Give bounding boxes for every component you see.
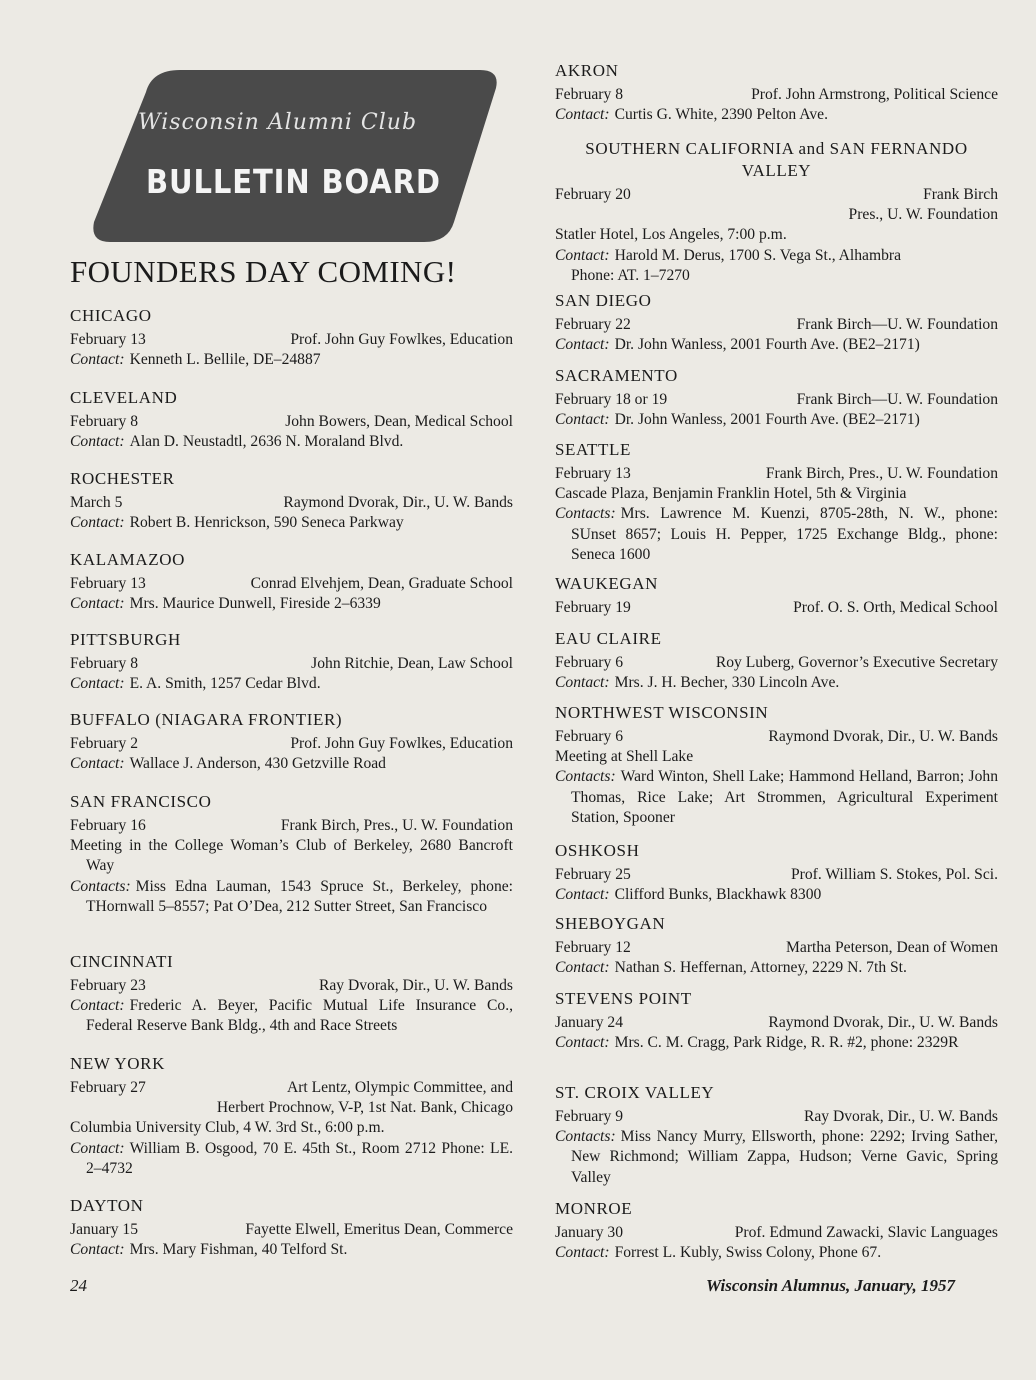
contact-label: Contact: bbox=[70, 755, 125, 773]
event-sacramento bbox=[555, 365, 998, 430]
city-name: ST. CROIX VALLEY bbox=[555, 1083, 715, 1102]
event-speaker-continued: Pres., U. W. Foundation bbox=[848, 206, 998, 224]
event-date: February 22 bbox=[555, 316, 631, 333]
event-contact bbox=[70, 996, 513, 1036]
event-speaker: Art Lentz, Olympic Committee, and bbox=[286, 1079, 513, 1096]
city-name: CLEVELAND bbox=[70, 388, 178, 407]
event-date: February 8 bbox=[70, 413, 138, 430]
contact-label: Contact: bbox=[555, 1244, 610, 1262]
headline: FOUNDERS DAY COMING! bbox=[70, 254, 457, 289]
event-rochester bbox=[70, 468, 513, 533]
event-speaker: Prof. John Guy Fowlkes, Education bbox=[290, 735, 513, 752]
event-date-row bbox=[555, 653, 998, 673]
event-contact bbox=[555, 1127, 998, 1188]
contact-text: Curtis G. White, 2390 Pelton Ave. bbox=[614, 106, 828, 124]
masthead-title: BULLETIN BOARD bbox=[146, 162, 441, 201]
contact-label: Contact: bbox=[555, 886, 610, 904]
event-date: February 18 or 19 bbox=[555, 391, 668, 408]
event-date-row bbox=[555, 598, 998, 618]
event-date-row bbox=[70, 574, 513, 594]
event-st-croix-valley bbox=[555, 1082, 998, 1188]
event-date: January 30 bbox=[555, 1224, 623, 1241]
contact-text: Mrs. C. M. Cragg, Park Ridge, R. R. #2, phone: 2329R bbox=[614, 1034, 959, 1052]
contact-label: Contact: bbox=[70, 351, 125, 369]
event-phone: Phone: AT. 1–7270 bbox=[571, 266, 690, 284]
event-speaker: Raymond Dvorak, Dir., U. W. Bands bbox=[768, 728, 998, 745]
event-date-row bbox=[555, 865, 998, 885]
contact-text: Mrs. Lawrence M. Kuenzi, 8705-28th, N. W., phone: SUnset 8657; Louis H. Pepper, 1725 Exchange Bldg., phone: Seneca 1600 bbox=[571, 505, 998, 563]
contact-text: E. A. Smith, 1257 Cedar Blvd. bbox=[129, 675, 321, 693]
event-northwest-wisconsin bbox=[555, 702, 998, 828]
event-date: February 8 bbox=[70, 655, 138, 672]
event-san-francisco bbox=[70, 791, 513, 917]
city-name: OSHKOSH bbox=[555, 841, 640, 860]
city-name: EAU CLAIRE bbox=[555, 629, 662, 648]
event-contact bbox=[555, 1033, 998, 1053]
event-date: February 6 bbox=[555, 728, 623, 745]
event-contact bbox=[555, 410, 998, 430]
event-contact bbox=[555, 673, 998, 693]
event-contact bbox=[555, 958, 998, 978]
contact-label: Contacts: bbox=[555, 768, 616, 786]
city-name: SOUTHERN CALIFORNIA and SAN FERNANDO VALLEY bbox=[585, 139, 968, 180]
event-speaker: Ray Dvorak, Dir., U. W. Bands bbox=[318, 977, 513, 994]
event-contact bbox=[555, 105, 998, 125]
event-date: February 13 bbox=[70, 331, 146, 348]
event-contact bbox=[70, 674, 513, 694]
contact-label: Contact: bbox=[70, 1139, 125, 1157]
city-name: ROCHESTER bbox=[70, 469, 175, 488]
city-name: DAYTON bbox=[70, 1196, 144, 1215]
event-date-row bbox=[555, 315, 998, 335]
city-name: KALAMAZOO bbox=[70, 550, 185, 569]
event-contact bbox=[555, 885, 998, 905]
event-cincinnati bbox=[70, 951, 513, 1037]
event-speaker: Fayette Elwell, Emeritus Dean, Commerce bbox=[245, 1221, 513, 1238]
contact-label: Contact: bbox=[555, 411, 610, 429]
contact-text: Forrest L. Kubly, Swiss Colony, Phone 67. bbox=[614, 1244, 882, 1262]
contact-text: Miss Edna Lauman, 1543 Spruce St., Berkeley, phone: THornwall 5–8557; Pat O’Dea, 212 Sutter Street, San Francisco bbox=[86, 877, 513, 915]
contact-text: Harold M. Derus, 1700 S. Vega St., Alhambra bbox=[614, 246, 902, 264]
event-new-york bbox=[70, 1053, 513, 1179]
event-contact bbox=[70, 877, 513, 917]
event-contact bbox=[555, 246, 998, 266]
event-speaker: Frank Birch—U. W. Foundation bbox=[796, 316, 998, 333]
event-speaker: Frank Birch, Pres., U. W. Foundation bbox=[280, 817, 513, 834]
event-date: February 8 bbox=[555, 86, 623, 103]
contact-text: Dr. John Wanless, 2001 Fourth Ave. (BE2–2171) bbox=[614, 336, 920, 354]
city-name: CINCINNATI bbox=[70, 952, 174, 971]
event-contact bbox=[70, 350, 513, 370]
event-date-row bbox=[555, 464, 998, 484]
contact-text: Alan D. Neustadtl, 2636 N. Moraland Blvd. bbox=[129, 433, 404, 451]
event-san-diego bbox=[555, 290, 998, 355]
contact-text: Robert B. Henrickson, 590 Seneca Parkway bbox=[129, 514, 404, 532]
event-date-row bbox=[555, 390, 998, 410]
event-seattle bbox=[555, 439, 998, 565]
event-speaker: Prof. O. S. Orth, Medical School bbox=[793, 599, 998, 616]
event-contact bbox=[70, 513, 513, 533]
contact-label: Contacts: bbox=[70, 877, 131, 895]
contact-label: Contact: bbox=[555, 106, 610, 124]
contact-text: Frederic A. Beyer, Pacific Mutual Life Insurance Co., Federal Reserve Bank Bldg., 4th and Race Streets bbox=[86, 997, 513, 1035]
publication-footer: Wisconsin Alumnus, January, 1957 bbox=[706, 1276, 955, 1295]
contact-label: Contact: bbox=[70, 675, 125, 693]
event-contact bbox=[70, 754, 513, 774]
contact-label: Contact: bbox=[70, 1241, 125, 1259]
event-speaker: Prof. Edmund Zawacki, Slavic Languages bbox=[734, 1224, 998, 1241]
contact-label: Contact: bbox=[70, 595, 125, 613]
page-number: 24 bbox=[70, 1276, 87, 1295]
contact-text: Mrs. J. H. Becher, 330 Lincoln Ave. bbox=[614, 674, 840, 692]
contact-label: Contact: bbox=[555, 674, 610, 692]
event-date: February 6 bbox=[555, 654, 623, 671]
event-speaker: John Bowers, Dean, Medical School bbox=[285, 413, 513, 430]
event-date-row bbox=[70, 1220, 513, 1240]
event-speaker: Frank Birch bbox=[923, 186, 998, 203]
event-date-row bbox=[70, 654, 513, 674]
contact-label: Contact: bbox=[555, 959, 610, 977]
contact-text: Nathan S. Heffernan, Attorney, 2229 N. 7th St. bbox=[614, 959, 907, 977]
contact-text: Mrs. Maurice Dunwell, Fireside 2–6339 bbox=[129, 595, 381, 613]
contact-text: Wallace J. Anderson, 430 Getzville Road bbox=[129, 755, 386, 773]
event-date: February 27 bbox=[70, 1079, 146, 1096]
city-name: NORTHWEST WISCONSIN bbox=[555, 703, 769, 722]
event-speaker: Roy Luberg, Governor’s Executive Secretary bbox=[715, 654, 998, 671]
event-speaker: John Ritchie, Dean, Law School bbox=[311, 655, 513, 672]
event-date-row bbox=[70, 493, 513, 513]
event-speaker: Raymond Dvorak, Dir., U. W. Bands bbox=[283, 494, 513, 511]
contact-text: Miss Nancy Murry, Ellsworth, phone: 2292; Irving Sather, New Richmond; William Zappa, Hudson; Verne Gavic, Spring Valley bbox=[571, 1128, 998, 1186]
event-akron bbox=[555, 60, 998, 125]
event-contact bbox=[70, 432, 513, 452]
event-date: February 12 bbox=[555, 939, 631, 956]
event-speaker: Martha Peterson, Dean of Women bbox=[786, 939, 998, 956]
event-buffalo bbox=[70, 709, 513, 774]
event-note: Meeting in the College Woman’s Club of Berkeley, 2680 Bancroft Way bbox=[70, 837, 513, 875]
contact-text: Ward Winton, Shell Lake; Hammond Helland, Barron; John Thomas, Rice Lake; Art Strommen, Agricultural Experiment Station, Spooner bbox=[571, 768, 998, 826]
contact-label: Contact: bbox=[70, 997, 125, 1015]
event-date: February 2 bbox=[70, 735, 138, 752]
event-note: Cascade Plaza, Benjamin Franklin Hotel, 5th & Virginia bbox=[555, 485, 907, 503]
event-date-row bbox=[555, 938, 998, 958]
event-southern-california bbox=[555, 138, 998, 286]
contact-text: William B. Osgood, 70 E. 45th St., Room 2712 Phone: LE. 2–4732 bbox=[86, 1139, 513, 1177]
event-date: February 23 bbox=[70, 977, 146, 994]
city-name: PITTSBURGH bbox=[70, 630, 181, 649]
event-monroe bbox=[555, 1198, 998, 1263]
event-date: January 24 bbox=[555, 1014, 623, 1031]
contact-label: Contact: bbox=[555, 336, 610, 354]
city-name: SHEBOYGAN bbox=[555, 914, 666, 933]
event-note: Meeting at Shell Lake bbox=[555, 748, 694, 766]
event-speaker: Frank Birch, Pres., U. W. Foundation bbox=[765, 465, 998, 482]
event-sheboygan bbox=[555, 913, 998, 978]
contact-label: Contact: bbox=[70, 514, 125, 532]
event-speaker: Prof. William S. Stokes, Pol. Sci. bbox=[790, 866, 998, 883]
event-waukegan bbox=[555, 573, 998, 618]
city-name: CHICAGO bbox=[70, 306, 152, 325]
event-cleveland bbox=[70, 387, 513, 452]
event-contact bbox=[70, 1240, 513, 1260]
event-date: February 13 bbox=[555, 465, 631, 482]
event-date-row bbox=[555, 85, 998, 105]
event-date: February 25 bbox=[555, 866, 631, 883]
event-date-row bbox=[555, 727, 998, 747]
contact-label: Contacts: bbox=[555, 505, 616, 523]
contact-label: Contact: bbox=[70, 433, 125, 451]
event-speaker: Ray Dvorak, Dir., U. W. Bands bbox=[803, 1108, 998, 1125]
contact-text: Mrs. Mary Fishman, 40 Telford St. bbox=[129, 1241, 348, 1259]
event-oshkosh bbox=[555, 840, 998, 905]
event-note: Columbia University Club, 4 W. 3rd St., 6:00 p.m. bbox=[70, 1119, 385, 1137]
city-name: AKRON bbox=[555, 61, 619, 80]
event-date-row bbox=[555, 1013, 998, 1033]
event-date-row bbox=[70, 330, 513, 350]
event-date: February 13 bbox=[70, 575, 146, 592]
event-date: January 15 bbox=[70, 1221, 138, 1238]
event-kalamazoo bbox=[70, 549, 513, 614]
event-date: February 16 bbox=[70, 817, 146, 834]
event-date-row bbox=[70, 976, 513, 996]
event-speaker: Prof. John Armstrong, Political Science bbox=[751, 86, 998, 103]
event-speaker: Prof. John Guy Fowlkes, Education bbox=[290, 331, 513, 348]
city-name: WAUKEGAN bbox=[555, 574, 659, 593]
event-note: Statler Hotel, Los Angeles, 7:00 p.m. bbox=[555, 226, 787, 244]
event-date: March 5 bbox=[70, 494, 123, 511]
city-name: NEW YORK bbox=[70, 1054, 165, 1073]
city-name: BUFFALO (NIAGARA FRONTIER) bbox=[70, 710, 343, 729]
masthead-banner-shape bbox=[88, 62, 500, 244]
event-date: February 9 bbox=[555, 1108, 623, 1125]
event-speaker: Frank Birch—U. W. Foundation bbox=[796, 391, 998, 408]
event-date: February 19 bbox=[555, 599, 631, 616]
masthead-script-title: Wisconsin Alumni Club bbox=[138, 110, 418, 135]
event-date-row bbox=[555, 185, 998, 205]
city-name: MONROE bbox=[555, 1199, 633, 1218]
event-dayton bbox=[70, 1195, 513, 1260]
contact-text: Kenneth L. Bellile, DE–24887 bbox=[129, 351, 321, 369]
event-eau-claire bbox=[555, 628, 998, 693]
event-contact bbox=[70, 1139, 513, 1179]
event-contact bbox=[70, 594, 513, 614]
city-name: SAN DIEGO bbox=[555, 291, 652, 310]
event-speaker: Conrad Elvehjem, Dean, Graduate School bbox=[250, 575, 513, 592]
event-date: February 20 bbox=[555, 186, 631, 203]
event-date-row bbox=[555, 1223, 998, 1243]
event-date-row bbox=[555, 1107, 998, 1127]
event-date-row bbox=[70, 412, 513, 432]
contact-text: Dr. John Wanless, 2001 Fourth Ave. (BE2–2171) bbox=[614, 411, 920, 429]
city-name: SEATTLE bbox=[555, 440, 631, 459]
contact-text: Clifford Bunks, Blackhawk 8300 bbox=[614, 886, 822, 904]
event-contact bbox=[555, 335, 998, 355]
event-contact bbox=[555, 1243, 998, 1263]
city-name: SACRAMENTO bbox=[555, 366, 678, 385]
event-chicago bbox=[70, 305, 513, 370]
contact-label: Contact: bbox=[555, 1034, 610, 1052]
event-pittsburgh bbox=[70, 629, 513, 694]
event-contact bbox=[555, 504, 998, 565]
event-stevens-point bbox=[555, 988, 998, 1053]
event-speaker-continued: Herbert Prochnow, V-P, 1st Nat. Bank, Chicago bbox=[216, 1099, 513, 1117]
contact-label: Contact: bbox=[555, 246, 610, 264]
event-date-row bbox=[70, 816, 513, 836]
event-date-row bbox=[70, 734, 513, 754]
city-name: SAN FRANCISCO bbox=[70, 792, 212, 811]
event-date-row bbox=[70, 1078, 513, 1098]
masthead-banner bbox=[88, 62, 500, 244]
event-contact bbox=[555, 767, 998, 828]
city-name: STEVENS POINT bbox=[555, 989, 692, 1008]
event-speaker: Raymond Dvorak, Dir., U. W. Bands bbox=[768, 1014, 998, 1031]
contact-label: Contacts: bbox=[555, 1128, 616, 1146]
